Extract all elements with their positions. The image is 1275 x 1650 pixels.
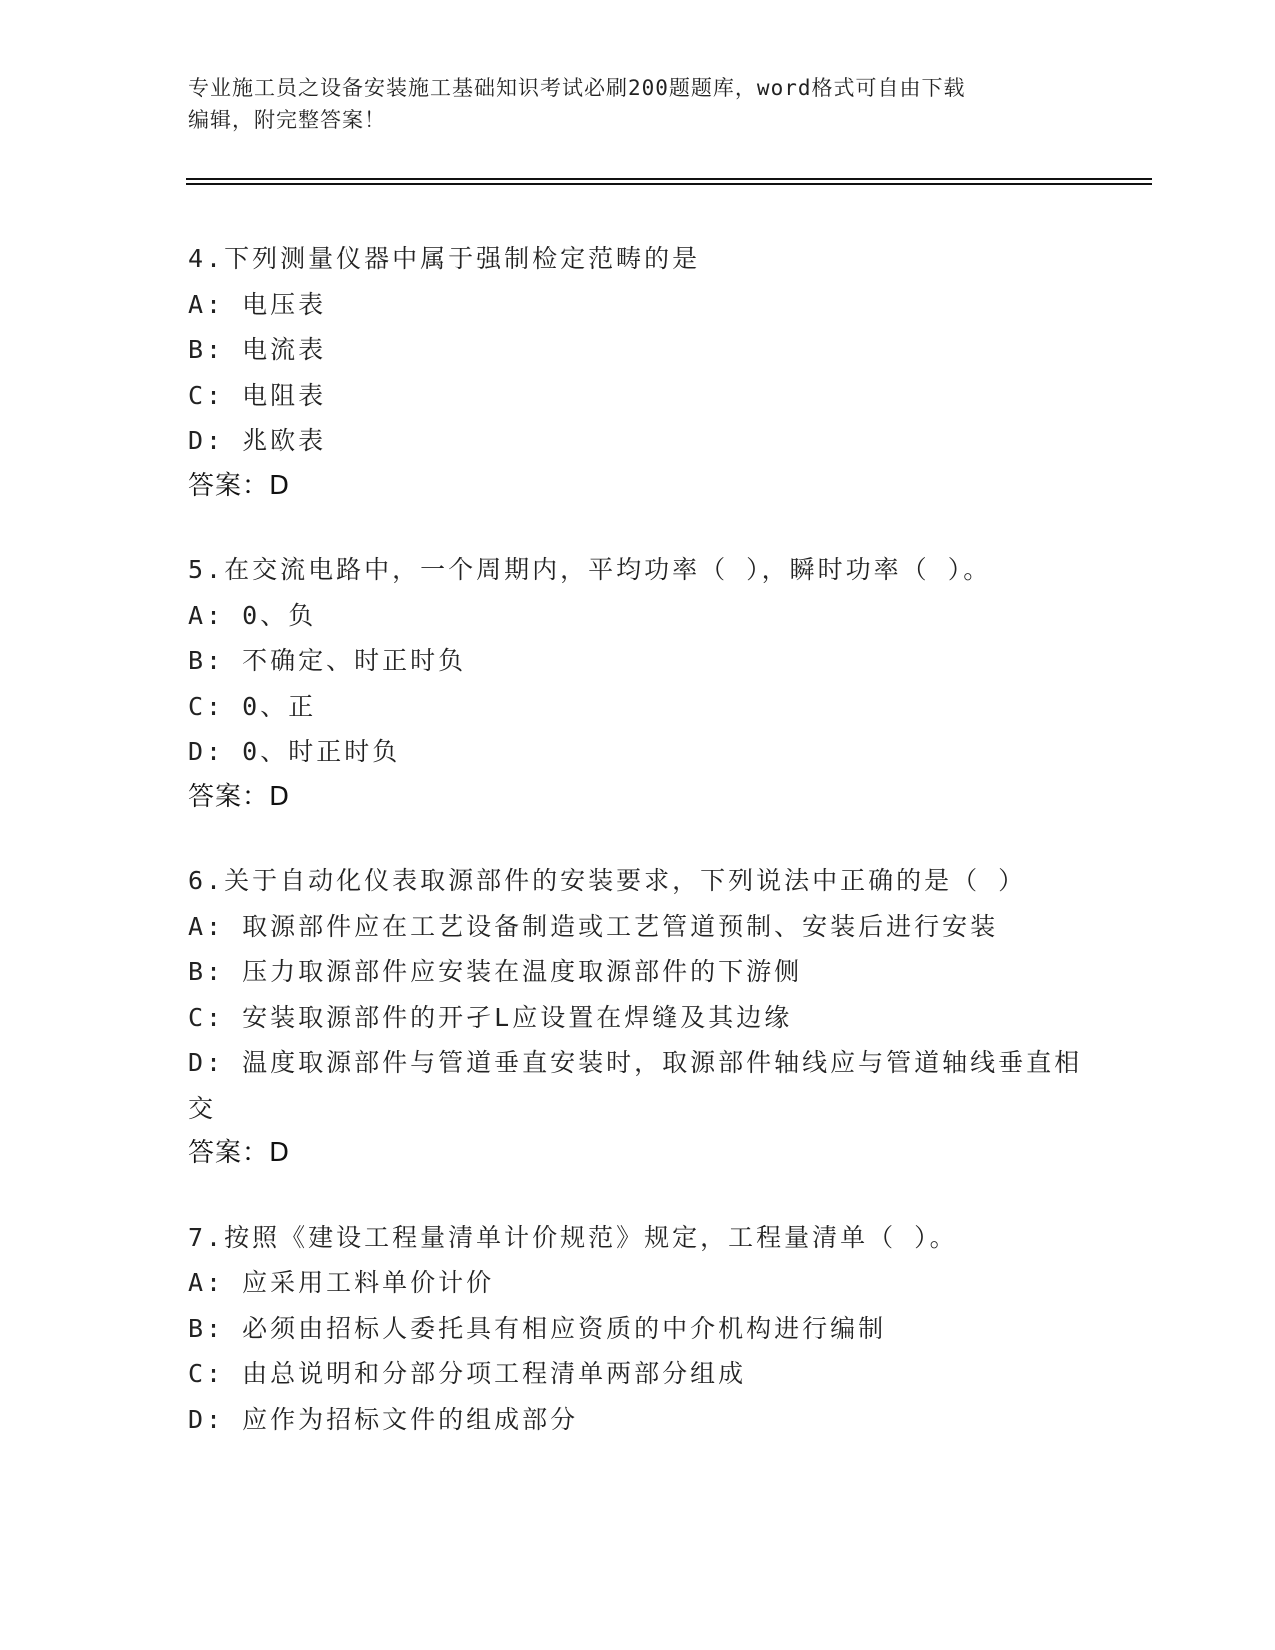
question-4 bbox=[188, 236, 1088, 509]
question-6 bbox=[188, 858, 1088, 1177]
question-stem: 5.在交流电路中，一个周期内，平均功率（ ），瞬时功率（ ）。 bbox=[188, 555, 992, 584]
header-divider-top bbox=[186, 178, 1152, 180]
question-list bbox=[188, 236, 1088, 1480]
option-c: C: 电阻表 bbox=[188, 380, 327, 410]
answer-label: 答案：D bbox=[188, 470, 291, 501]
option-b: B: 电流表 bbox=[188, 335, 327, 364]
question-stem: 7.按照《建设工程量清单计价规范》规定，工程量清单（ ）。 bbox=[188, 1222, 958, 1252]
answer-label: 答案：D bbox=[188, 781, 291, 812]
option-d: D: 0、时正时负 bbox=[188, 737, 401, 766]
option-a: A: 电压表 bbox=[188, 289, 327, 319]
option-a: A: 取源部件应在工艺设备制造或工艺管道预制、安装后进行安装 bbox=[188, 911, 999, 941]
option-c: C: 由总说明和分部分项工程清单两部分组成 bbox=[188, 1359, 747, 1388]
question-7 bbox=[188, 1215, 1088, 1443]
option-d: D: 温度取源部件与管道垂直安装时，取源部件轴线应与管道轴线垂直相交 bbox=[188, 1048, 1083, 1123]
option-b: B: 必须由招标人委托具有相应资质的中介机构进行编制 bbox=[188, 1313, 887, 1343]
header-title-line-1: 专业施工员之设备安装施工基础知识考试必刷200题题库，word格式可自由下载 bbox=[188, 76, 966, 100]
question-5 bbox=[188, 547, 1088, 820]
question-stem: 4.下列测量仪器中属于强制检定范畴的是 bbox=[188, 244, 701, 273]
option-b: B: 不确定、时正时负 bbox=[188, 646, 467, 675]
question-stem: 6.关于自动化仪表取源部件的安装要求，下列说法中正确的是（ ） bbox=[188, 866, 1027, 895]
option-b: B: 压力取源部件应安装在温度取源部件的下游侧 bbox=[188, 957, 803, 986]
option-d: D: 兆欧表 bbox=[188, 426, 327, 455]
header-divider-bottom bbox=[186, 183, 1152, 185]
option-c: C: 安装取源部件的开孑L应设置在焊缝及其边缘 bbox=[188, 1002, 793, 1032]
option-a: A: 应采用工料单价计价 bbox=[188, 1268, 495, 1297]
option-d: D: 应作为招标文件的组成部分 bbox=[188, 1404, 579, 1434]
option-c: C: 0、正 bbox=[188, 691, 317, 721]
document-header bbox=[188, 72, 1068, 136]
option-a: A: 0、负 bbox=[188, 600, 317, 630]
header-title-line-2: 编辑，附完整答案！ bbox=[188, 108, 386, 132]
answer-label: 答案：D bbox=[188, 1138, 291, 1168]
